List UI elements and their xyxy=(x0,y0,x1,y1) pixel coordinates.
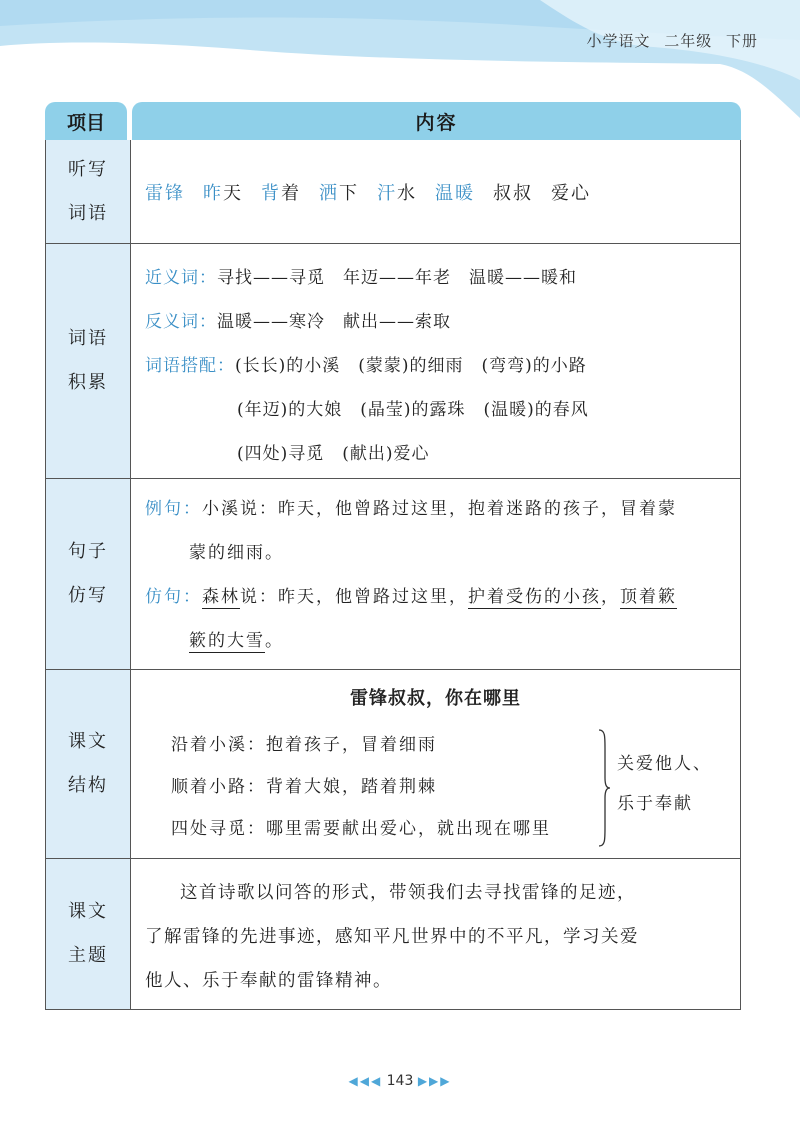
example-line-2: 蒙的细雨。 xyxy=(189,543,284,563)
row-label: 听写 词语 xyxy=(46,140,131,243)
word: 背着 xyxy=(261,182,301,204)
synonyms-line: 近义词：寻找——寻觅 年迈——年老 温暖——暖和 xyxy=(145,268,577,288)
collocations-line-1: 词语搭配：(长长)的小溪 (蒙蒙)的细雨 (弯弯)的小路 xyxy=(145,356,587,376)
collocations-line-3: (四处)寻觅 (献出)爱心 xyxy=(237,444,430,464)
structure-result: 关爱他人、 乐于奉献 xyxy=(617,754,712,814)
word: 叔叔 xyxy=(493,182,533,204)
row-label: 课文 结构 xyxy=(46,670,131,858)
col-header-content: 内容 xyxy=(132,102,741,140)
structure-lines: 沿着小溪：抱着孩子，冒着细雨 顺着小路：背着大娘，踏着荆棘 四处寻觅：哪里需要献出爱心，就出现在哪里 xyxy=(171,735,551,839)
antonyms-line: 反义词：温暖——寒冷 献出——索取 xyxy=(145,312,451,332)
vocabulary-content xyxy=(131,244,740,478)
right-arrows-icon: ▶▶▶ xyxy=(417,1074,452,1088)
word: 雷锋 xyxy=(145,182,185,204)
page-number: ◀◀◀ 143 ▶▶▶ xyxy=(348,1073,452,1089)
word: 洒下 xyxy=(319,182,359,204)
word: 爱心 xyxy=(551,182,591,204)
col-header-item: 项目 xyxy=(45,102,127,140)
row-label: 句子 仿写 xyxy=(46,479,131,669)
word: 温暖 xyxy=(435,182,475,204)
word: 昨天 xyxy=(203,182,243,204)
collocations-line-2: (年迈)的大娘 (晶莹)的露珠 (温暖)的春风 xyxy=(237,400,589,420)
table-header xyxy=(45,102,741,140)
left-arrows-icon: ◀◀◀ xyxy=(348,1074,383,1088)
brace-icon xyxy=(597,728,611,848)
summary-table xyxy=(45,102,741,1010)
row-text-theme xyxy=(45,859,741,1010)
word: 汗水 xyxy=(377,182,417,204)
structure-content xyxy=(131,670,740,858)
row-text-structure xyxy=(45,670,741,859)
example-line-1: 例句：小溪说：昨天，他曾路过这里，抱着迷路的孩子，冒着蒙 xyxy=(145,499,677,519)
top-decorative-band xyxy=(0,0,800,118)
theme-content: 这首诗歌以问答的形式，带领我们去寻找雷锋的足迹， 了解雷锋的先进事迹，感知平凡世界中的不平凡，学习关爱 他人、乐于奉献的雷锋精神。 xyxy=(145,883,639,991)
row-sentence-imitation xyxy=(45,479,741,670)
row-label: 词语 积累 xyxy=(46,244,131,478)
imitation-line-2: 簌的大雪。 xyxy=(189,631,284,651)
row-label: 课文 主题 xyxy=(46,859,131,1009)
lesson-title: 雷锋叔叔，你在哪里 xyxy=(350,688,521,709)
dictation-words xyxy=(131,140,740,243)
imitation-line-1: 仿句：森林说：昨天，他曾路过这里，护着受伤的小孩，顶着簌 xyxy=(145,587,677,607)
sentence-content xyxy=(131,479,740,669)
book-header: 小学语文 二年级 下册 xyxy=(586,32,758,50)
row-vocabulary xyxy=(45,244,741,479)
row-dictation xyxy=(45,140,741,244)
